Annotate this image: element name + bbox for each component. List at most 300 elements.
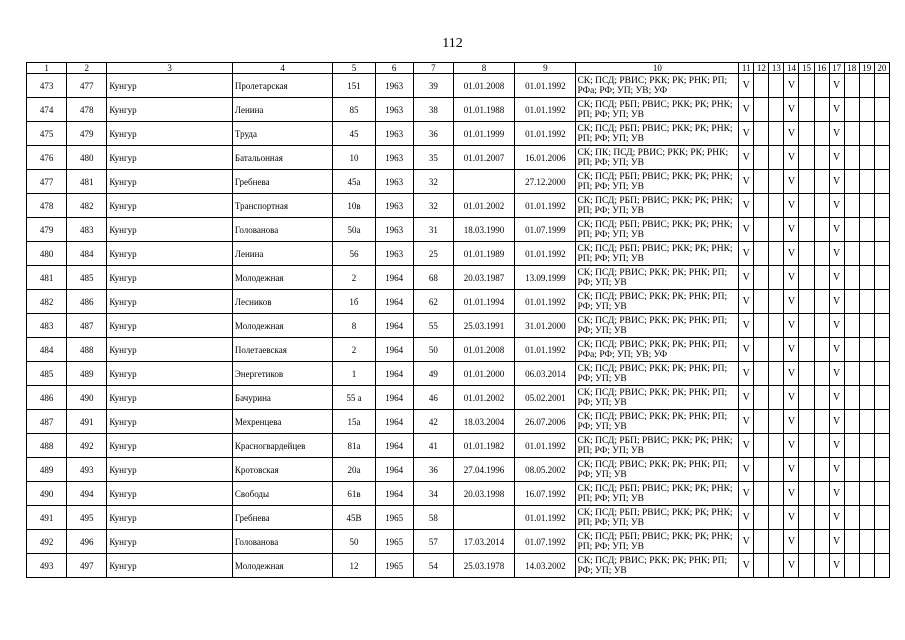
cell-year-built: 1964 [375,434,413,458]
cell-house-number: 15а [333,410,375,434]
cell-flag-11: V [739,266,754,290]
cell-date-col9: 01.01.1992 [515,74,576,98]
cell-flag-19 [859,98,874,122]
cell-city: Кунгур [107,290,233,314]
cell-age: 49 [413,362,453,386]
cell-flag-11: V [739,218,754,242]
cell-flag-15 [799,530,814,554]
cell-house-number: 1б [333,290,375,314]
cell-house-number: 2 [333,266,375,290]
cell-flag-16 [814,242,829,266]
column-header-12: 12 [754,63,769,74]
cell-flag-17: V [829,290,844,314]
cell-year-built: 1964 [375,410,413,434]
column-header-6: 6 [375,63,413,74]
cell-flag-13 [769,506,784,530]
cell-row-number: 484 [27,338,67,362]
cell-city: Кунгур [107,170,233,194]
cell-flag-20 [874,242,889,266]
cell-date-col9: 05.02.2001 [515,386,576,410]
cell-street: Пролетарская [232,74,332,98]
cell-flag-19 [859,386,874,410]
cell-date-col9: 06.03.2014 [515,362,576,386]
cell-age: 54 [413,554,453,578]
cell-object-number: 482 [67,194,107,218]
column-header-7: 7 [413,63,453,74]
cell-flag-18 [844,194,859,218]
table-row [27,554,890,578]
cell-date-col8: 01.01.1989 [453,242,514,266]
cell-flag-17: V [829,530,844,554]
cell-flag-17: V [829,194,844,218]
cell-flag-11: V [739,170,754,194]
cell-object-number: 495 [67,506,107,530]
cell-flag-17: V [829,386,844,410]
cell-year-built: 1963 [375,98,413,122]
cell-flag-17: V [829,506,844,530]
cell-flag-16 [814,386,829,410]
cell-age: 32 [413,194,453,218]
cell-flag-17: V [829,434,844,458]
cell-flag-18 [844,122,859,146]
cell-flag-17: V [829,74,844,98]
cell-age: 35 [413,146,453,170]
cell-row-number: 478 [27,194,67,218]
cell-city: Кунгур [107,530,233,554]
cell-codes: СК; ПСД; РБП; РВИС; РКК; РК; РНК; РП; РФ; УП; УВ [576,530,739,554]
column-header-20: 20 [874,63,889,74]
cell-codes: СК; ПСД; РБП; РВИС; РКК; РК; РНК; РП; РФ; УП; УВ [576,434,739,458]
cell-flag-18 [844,146,859,170]
cell-street: Свободы [232,482,332,506]
cell-flag-20 [874,194,889,218]
cell-year-built: 1965 [375,530,413,554]
cell-codes: СК; ПСД; РБП; РВИС; РКК; РК; РНК; РП; РФ; УП; УВ [576,98,739,122]
cell-house-number: 85 [333,98,375,122]
cell-row-number: 487 [27,410,67,434]
cell-row-number: 481 [27,266,67,290]
cell-object-number: 479 [67,122,107,146]
cell-row-number: 485 [27,362,67,386]
cell-flag-18 [844,338,859,362]
cell-age: 42 [413,410,453,434]
cell-object-number: 487 [67,314,107,338]
cell-year-built: 1963 [375,74,413,98]
cell-date-col8: 20.03.1987 [453,266,514,290]
cell-flag-19 [859,362,874,386]
cell-city: Кунгур [107,482,233,506]
cell-street: Транспортная [232,194,332,218]
cell-flag-11: V [739,314,754,338]
cell-flag-19 [859,458,874,482]
cell-house-number: 10в [333,194,375,218]
cell-object-number: 483 [67,218,107,242]
cell-flag-13 [769,170,784,194]
cell-age: 62 [413,290,453,314]
cell-city: Кунгур [107,434,233,458]
cell-flag-20 [874,74,889,98]
cell-city: Кунгур [107,386,233,410]
cell-flag-11: V [739,554,754,578]
cell-age: 34 [413,482,453,506]
cell-flag-19 [859,290,874,314]
cell-flag-12 [754,314,769,338]
table-row [27,74,890,98]
table-row [27,122,890,146]
cell-flag-15 [799,218,814,242]
cell-street: Энергетиков [232,362,332,386]
cell-flag-15 [799,266,814,290]
cell-flag-11: V [739,482,754,506]
cell-flag-15 [799,338,814,362]
cell-flag-16 [814,458,829,482]
cell-date-col9: 16.07.1992 [515,482,576,506]
cell-flag-11: V [739,98,754,122]
cell-row-number: 486 [27,386,67,410]
cell-row-number: 477 [27,170,67,194]
cell-row-number: 492 [27,530,67,554]
cell-flag-18 [844,362,859,386]
cell-flag-18 [844,506,859,530]
cell-age: 32 [413,170,453,194]
cell-flag-17: V [829,218,844,242]
cell-flag-17: V [829,122,844,146]
cell-flag-16 [814,170,829,194]
cell-year-built: 1963 [375,122,413,146]
column-number-row [27,63,890,74]
cell-city: Кунгур [107,122,233,146]
cell-house-number: 1 [333,362,375,386]
cell-flag-13 [769,362,784,386]
cell-house-number: 45 [333,122,375,146]
cell-object-number: 484 [67,242,107,266]
column-header-18: 18 [844,63,859,74]
cell-year-built: 1964 [375,338,413,362]
cell-flag-12 [754,74,769,98]
cell-flag-13 [769,266,784,290]
cell-flag-14: V [784,434,799,458]
cell-flag-20 [874,98,889,122]
cell-flag-15 [799,314,814,338]
table-row [27,242,890,266]
cell-flag-16 [814,314,829,338]
cell-flag-11: V [739,242,754,266]
cell-date-col9: 14.03.2002 [515,554,576,578]
cell-flag-16 [814,290,829,314]
cell-flag-20 [874,482,889,506]
cell-date-col8: 18.03.1990 [453,218,514,242]
table-row [27,530,890,554]
cell-flag-15 [799,386,814,410]
cell-flag-11: V [739,194,754,218]
cell-flag-18 [844,554,859,578]
column-header-13: 13 [769,63,784,74]
cell-flag-12 [754,170,769,194]
table-row [27,98,890,122]
cell-city: Кунгур [107,74,233,98]
cell-flag-14: V [784,362,799,386]
cell-object-number: 494 [67,482,107,506]
cell-flag-14: V [784,530,799,554]
cell-street: Кротовская [232,458,332,482]
cell-flag-20 [874,290,889,314]
table-row [27,146,890,170]
cell-codes: СК; ПСД; РБП; РВИС; РКК; РК; РНК; РП; РФ; УП; УВ [576,194,739,218]
cell-flag-16 [814,482,829,506]
cell-codes: СК; ПСД; РВИС; РКК; РК; РНК; РП; РФ; УП; УВ [576,362,739,386]
cell-flag-15 [799,290,814,314]
cell-age: 68 [413,266,453,290]
cell-flag-16 [814,266,829,290]
cell-city: Кунгур [107,338,233,362]
cell-flag-15 [799,458,814,482]
cell-row-number: 490 [27,482,67,506]
cell-codes: СК; ПСД; РВИС; РКК; РК; РНК; РП; РФа; РФ; УП; УВ; УФ [576,74,739,98]
cell-flag-16 [814,98,829,122]
cell-object-number: 486 [67,290,107,314]
cell-age: 58 [413,506,453,530]
cell-flag-11: V [739,386,754,410]
cell-flag-14: V [784,410,799,434]
cell-object-number: 489 [67,362,107,386]
cell-flag-18 [844,410,859,434]
cell-flag-17: V [829,242,844,266]
cell-flag-16 [814,218,829,242]
cell-year-built: 1964 [375,458,413,482]
column-header-5: 5 [333,63,375,74]
cell-flag-17: V [829,458,844,482]
cell-flag-20 [874,362,889,386]
cell-city: Кунгур [107,146,233,170]
cell-codes: СК; ПСД; РВИС; РКК; РК; РНК; РП; РФ; УП; УВ [576,290,739,314]
cell-age: 46 [413,386,453,410]
cell-flag-15 [799,554,814,578]
register-table [26,62,890,578]
cell-codes: СК; ПСД; РБП; РВИС; РКК; РК; РНК; РП; РФ; УП; УВ [576,482,739,506]
cell-flag-17: V [829,266,844,290]
cell-date-col9: 01.07.1999 [515,218,576,242]
cell-street: Ленина [232,98,332,122]
cell-date-col8: 18.03.2004 [453,410,514,434]
cell-flag-13 [769,410,784,434]
cell-flag-15 [799,74,814,98]
cell-row-number: 482 [27,290,67,314]
cell-row-number: 474 [27,98,67,122]
cell-date-col9: 16.01.2006 [515,146,576,170]
table-row [27,266,890,290]
cell-city: Кунгур [107,506,233,530]
cell-flag-17: V [829,98,844,122]
cell-date-col8: 17.03.2014 [453,530,514,554]
cell-object-number: 492 [67,434,107,458]
table-row [27,386,890,410]
cell-flag-18 [844,386,859,410]
cell-date-col9: 13.09.1999 [515,266,576,290]
cell-flag-17: V [829,554,844,578]
cell-flag-18 [844,314,859,338]
cell-city: Кунгур [107,410,233,434]
cell-flag-17: V [829,362,844,386]
cell-street: Мехренцева [232,410,332,434]
cell-date-col8: 20.03.1998 [453,482,514,506]
cell-city: Кунгур [107,218,233,242]
cell-flag-17: V [829,170,844,194]
cell-flag-13 [769,242,784,266]
cell-date-col8: 01.01.2008 [453,74,514,98]
cell-flag-14: V [784,218,799,242]
cell-row-number: 475 [27,122,67,146]
cell-flag-17: V [829,482,844,506]
cell-flag-20 [874,386,889,410]
cell-year-built: 1965 [375,506,413,530]
cell-codes: СК; ПСД; РВИС; РКК; РК; РНК; РП; РФа; РФ; УП; УВ; УФ [576,338,739,362]
cell-flag-20 [874,458,889,482]
cell-age: 25 [413,242,453,266]
cell-flag-18 [844,458,859,482]
cell-flag-19 [859,74,874,98]
cell-flag-14: V [784,266,799,290]
cell-row-number: 476 [27,146,67,170]
cell-codes: СК; ПК; ПСД; РВИС; РКК; РК; РНК; РП; РФ; УП; УВ [576,146,739,170]
cell-flag-11: V [739,506,754,530]
cell-codes: СК; ПСД; РБП; РВИС; РКК; РК; РНК; РП; РФ; УП; УВ [576,506,739,530]
cell-flag-19 [859,530,874,554]
cell-flag-12 [754,434,769,458]
cell-flag-13 [769,434,784,458]
cell-house-number: 151 [333,74,375,98]
cell-date-col8: 25.03.1978 [453,554,514,578]
cell-year-built: 1964 [375,482,413,506]
cell-flag-13 [769,554,784,578]
cell-year-built: 1963 [375,146,413,170]
cell-house-number: 61в [333,482,375,506]
cell-flag-18 [844,74,859,98]
cell-flag-18 [844,266,859,290]
cell-row-number: 480 [27,242,67,266]
cell-year-built: 1964 [375,266,413,290]
cell-age: 38 [413,98,453,122]
cell-object-number: 491 [67,410,107,434]
cell-object-number: 485 [67,266,107,290]
cell-flag-13 [769,74,784,98]
column-header-19: 19 [859,63,874,74]
cell-codes: СК; ПСД; РВИС; РКК; РК; РНК; РП; РФ; УП; УВ [576,410,739,434]
cell-object-number: 481 [67,170,107,194]
cell-flag-17: V [829,410,844,434]
cell-flag-20 [874,218,889,242]
cell-object-number: 497 [67,554,107,578]
cell-flag-14: V [784,146,799,170]
cell-flag-11: V [739,458,754,482]
cell-flag-11: V [739,530,754,554]
table-row [27,506,890,530]
cell-age: 36 [413,122,453,146]
cell-age: 39 [413,74,453,98]
table-row [27,314,890,338]
table-row [27,458,890,482]
cell-object-number: 478 [67,98,107,122]
cell-flag-16 [814,338,829,362]
cell-age: 41 [413,434,453,458]
cell-object-number: 488 [67,338,107,362]
cell-flag-20 [874,530,889,554]
cell-row-number: 483 [27,314,67,338]
table-body [27,74,890,578]
cell-year-built: 1964 [375,386,413,410]
cell-flag-20 [874,170,889,194]
cell-flag-18 [844,218,859,242]
cell-flag-13 [769,314,784,338]
cell-street: Красногвардейцев [232,434,332,458]
cell-flag-12 [754,410,769,434]
cell-year-built: 1963 [375,218,413,242]
cell-flag-13 [769,530,784,554]
cell-flag-19 [859,434,874,458]
cell-flag-15 [799,506,814,530]
cell-flag-13 [769,218,784,242]
column-header-14: 14 [784,63,799,74]
cell-date-col9: 31.01.2000 [515,314,576,338]
table-row [27,434,890,458]
cell-flag-20 [874,506,889,530]
cell-house-number: 10 [333,146,375,170]
table-row [27,362,890,386]
cell-flag-15 [799,362,814,386]
cell-flag-12 [754,194,769,218]
table-row [27,410,890,434]
cell-house-number: 56 [333,242,375,266]
table-row [27,194,890,218]
cell-flag-11: V [739,410,754,434]
cell-street: Голованова [232,530,332,554]
cell-city: Кунгур [107,194,233,218]
cell-object-number: 493 [67,458,107,482]
column-header-2: 2 [67,63,107,74]
cell-flag-12 [754,242,769,266]
cell-flag-12 [754,458,769,482]
cell-flag-14: V [784,98,799,122]
cell-flag-13 [769,146,784,170]
cell-date-col8: 01.01.2002 [453,386,514,410]
cell-year-built: 1965 [375,554,413,578]
cell-flag-13 [769,290,784,314]
cell-flag-20 [874,146,889,170]
column-header-10: 10 [576,63,739,74]
cell-year-built: 1964 [375,362,413,386]
cell-flag-16 [814,362,829,386]
cell-city: Кунгур [107,266,233,290]
cell-date-col8: 01.01.1988 [453,98,514,122]
cell-flag-18 [844,482,859,506]
cell-codes: СК; ПСД; РБП; РВИС; РКК; РК; РНК; РП; РФ; УП; УВ [576,170,739,194]
cell-flag-19 [859,482,874,506]
cell-flag-15 [799,170,814,194]
cell-flag-11: V [739,338,754,362]
cell-date-col8: 01.01.2002 [453,194,514,218]
cell-flag-13 [769,122,784,146]
cell-street: Полетаевская [232,338,332,362]
cell-date-col8 [453,170,514,194]
cell-row-number: 473 [27,74,67,98]
cell-date-col8: 01.01.1982 [453,434,514,458]
cell-flag-19 [859,170,874,194]
cell-date-col8 [453,506,514,530]
table-row [27,218,890,242]
cell-flag-18 [844,98,859,122]
cell-flag-14: V [784,290,799,314]
cell-year-built: 1964 [375,314,413,338]
cell-flag-20 [874,410,889,434]
